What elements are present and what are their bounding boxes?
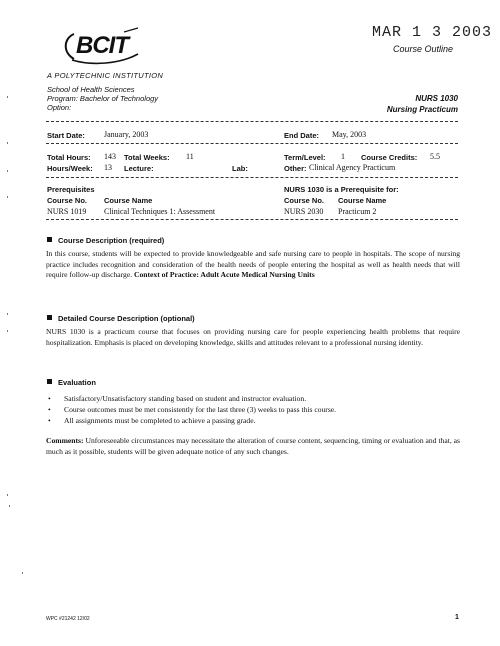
end-date-label: End Date: — [284, 131, 320, 140]
end-date-value: May, 2003 — [332, 130, 367, 139]
prereq-for-course-name: Practicum 2 — [338, 207, 377, 216]
lecture-label: Lecture: — [124, 164, 154, 173]
total-hours-value: 143 — [104, 152, 116, 161]
prereq-for-col-course-name: Course Name — [338, 196, 387, 205]
scan-speck — [7, 96, 8, 98]
course-description-body — [46, 249, 460, 281]
scan-speck — [7, 313, 8, 315]
scan-speck — [7, 170, 8, 172]
scan-speck — [7, 494, 8, 496]
term-level-value: 1 — [341, 152, 345, 161]
school-name: School of Health Sciences — [47, 85, 135, 94]
dates-divider — [46, 143, 458, 144]
comments-block — [46, 436, 460, 457]
evaluation-list — [46, 393, 446, 426]
evaluation-item: • Course outcomes must be met consistently for the last three (3) weeks to pass this course. — [46, 404, 446, 415]
course-identifier — [387, 93, 458, 115]
document-type: Course Outline — [393, 44, 454, 54]
scan-speck — [7, 142, 8, 144]
evaluation-item: • All assignments must be completed to achieve a passing grade. — [46, 415, 446, 426]
evaluation-heading — [47, 378, 96, 387]
hours-week-value: 13 — [104, 163, 112, 172]
term-level-label: Term/Level: — [284, 153, 326, 162]
other-label: Other: — [284, 164, 307, 173]
hours-divider — [46, 177, 458, 178]
scan-speck — [7, 196, 8, 198]
prereq-course-no: NURS 1019 — [47, 207, 87, 216]
lab-label: Lab: — [232, 164, 248, 173]
other-value: Clinical Agency Practicum — [309, 163, 396, 172]
program-name: Program: Bachelor of Technology — [47, 94, 159, 103]
hours-week-label: Hours/Week: — [47, 164, 93, 173]
start-date-value: January, 2003 — [104, 130, 149, 139]
prerequisites-heading: Prerequisites — [47, 185, 95, 194]
prereq-for-course-no: NURS 2030 — [284, 207, 324, 216]
course-title: Nursing Practicum — [386, 105, 458, 114]
scan-speck — [22, 572, 23, 574]
institution-tagline: A POLYTECHNIC INSTITUTION — [47, 71, 164, 80]
detailed-description-heading — [47, 314, 195, 323]
comments-text: Unforeseeable circumstances may necessitate the alteration of course content, sequencing, timing or evaluation and that, as much as it possible, students will be given adequate notice of any such changes. — [46, 436, 460, 456]
total-weeks-value: 11 — [186, 152, 194, 161]
prereq-divider — [46, 219, 458, 220]
scan-speck — [9, 505, 10, 507]
evaluation-title: Evaluation — [58, 378, 96, 387]
total-hours-label: Total Hours: — [47, 153, 91, 162]
section-bullet-icon — [47, 237, 52, 242]
course-description-heading — [47, 236, 164, 245]
course-description-title: Course Description (required) — [58, 236, 165, 245]
received-date-stamp: MAR 1 3 2003 — [372, 24, 493, 41]
prereq-col-course-name: Course Name — [104, 196, 153, 205]
evaluation-item: • Satisfactory/Unsatisfactory standing based on student and instructor evaluation. — [46, 393, 446, 404]
prereq-col-course-no: Course No. — [47, 196, 88, 205]
course-code: NURS 1030 — [415, 94, 458, 103]
start-date-label: Start Date: — [47, 131, 85, 140]
section-bullet-icon — [47, 315, 52, 320]
school-block — [47, 85, 158, 112]
section-bullet-icon — [47, 379, 52, 384]
scan-speck — [7, 330, 8, 332]
form-code: WPC #21242 12/02 — [46, 616, 90, 622]
bcit-logo — [58, 26, 144, 66]
comments-label: Comments: — [46, 436, 84, 445]
total-weeks-label: Total Weeks: — [124, 153, 170, 162]
prereq-for-heading: NURS 1030 is a Prerequisite for: — [284, 185, 399, 194]
detailed-description-text: NURS 1030 is a practicum course that focuses on providing nursing care for people experiencing health problems that require hospitalization. Emphasis is placed on developing knowledge, skills and attitudes relevant to a professional nursing identity. — [46, 327, 460, 347]
header-divider — [46, 121, 458, 122]
detailed-description-title: Detailed Course Description (optional) — [58, 314, 195, 323]
course-credits-value: 5.5 — [430, 152, 440, 161]
course-credits-label: Course Credits: — [361, 153, 418, 162]
prereq-for-col-course-no: Course No. — [284, 196, 325, 205]
option-label: Option: — [47, 103, 72, 112]
logo-wordmark: BCIT — [76, 32, 128, 59]
page-number: 1 — [455, 614, 459, 621]
context-of-practice: Context of Practice: Adult Acute Medical Nursing Units — [134, 270, 315, 279]
prereq-course-name: Clinical Techniques 1: Assessment — [104, 207, 216, 216]
course-description-text: In this course, students will be expected to provide knowledgeable and safe nursing care to people in hospitals. The scope of nursing practice includes recognition and consideration of the health needs of people entering the hospital as well as health needs that will require follow-up discharge. — [46, 249, 460, 279]
